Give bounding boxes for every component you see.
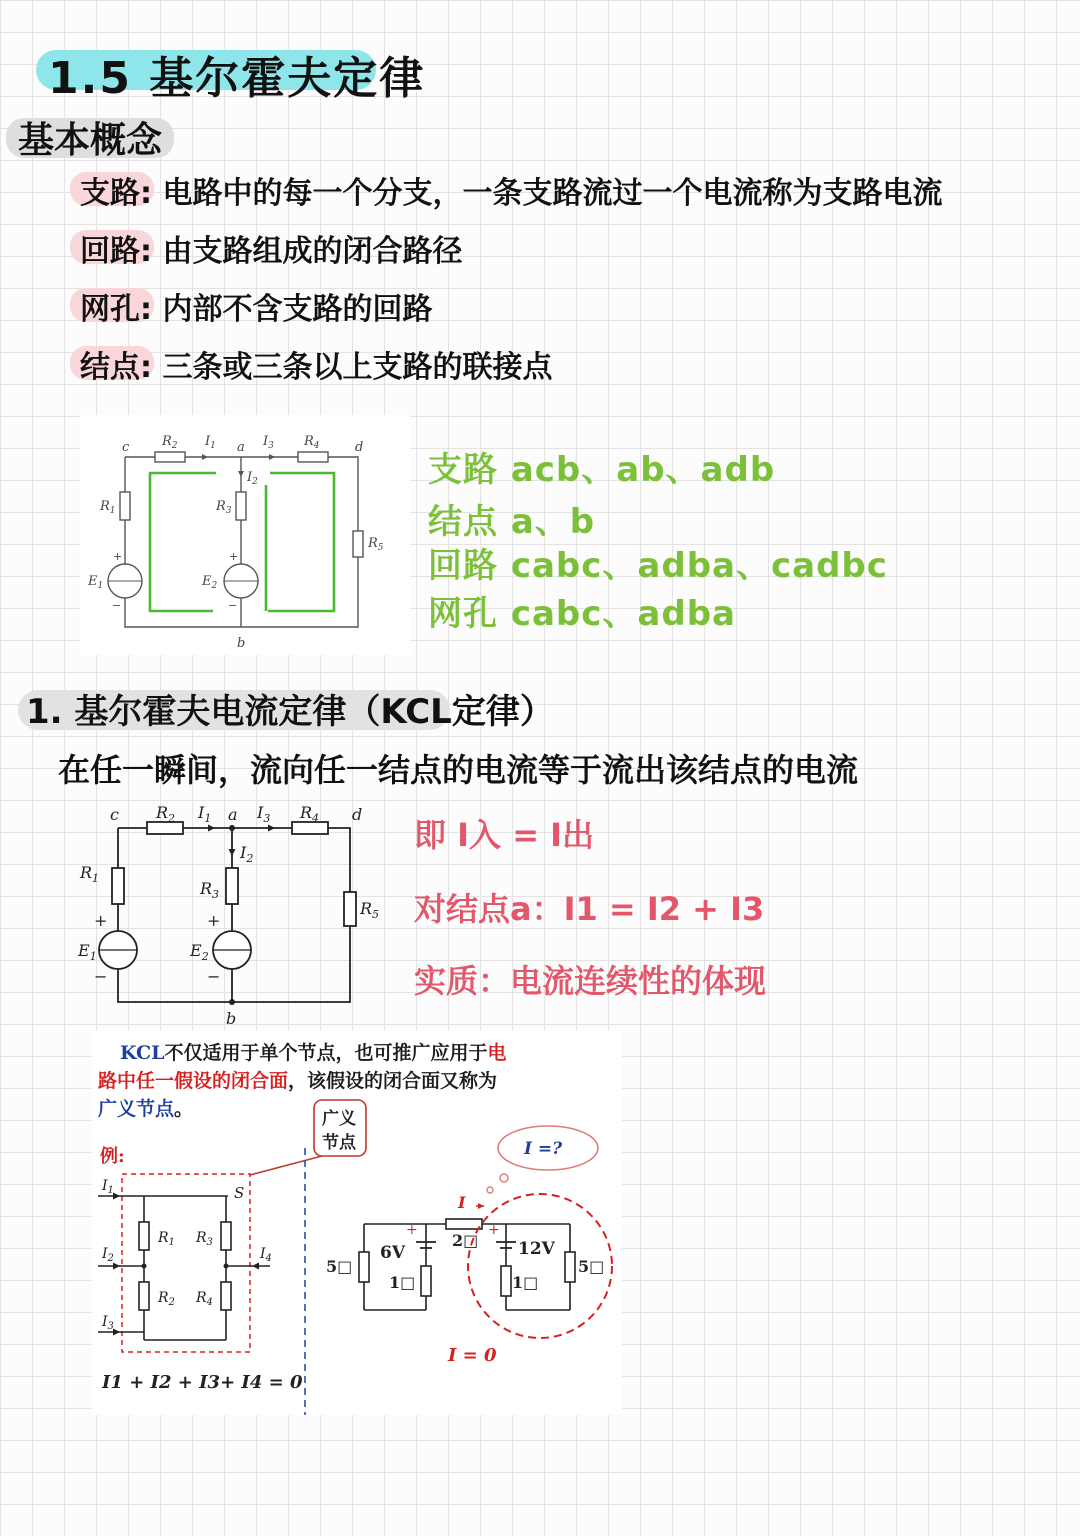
green-note-nodes: 结点 a、b (428, 502, 596, 542)
r4-label: $R_4$ (304, 434, 320, 451)
e1-label: $E_1$ (88, 574, 104, 591)
definition-term: 网孔 (80, 284, 140, 328)
kcl-statement: 在任一瞬间，流向任一结点的电流等于流出该结点的电流 (58, 751, 859, 789)
svg-text:+: + (207, 911, 221, 930)
r5a-label: 5□ (326, 1257, 353, 1276)
i2-label: $I_2$ (102, 1246, 114, 1264)
circuit-diagram-1 (80, 415, 410, 655)
r1-label: $R_1$ (100, 499, 116, 516)
page-title: 1.5 基尔霍夫定律 (48, 53, 426, 104)
svg-text:+: + (406, 1222, 418, 1238)
r1-label: $R_1$ (80, 863, 100, 885)
definition-text: 电路中的每一个分支，一条支路流过一个电流称为支路电流 (162, 176, 943, 211)
r3-label: $R_3$ (216, 499, 232, 516)
kcl-formula: I1 + I2 + I3+ I4 = 0 (102, 1372, 303, 1393)
definition-term: 支路 (80, 168, 140, 212)
panel-line-1: KCL不仅适用于单个节点，也可推广应用于电 (120, 1042, 507, 1064)
v12-label: 12V (518, 1239, 555, 1259)
kcl-heading: 1. 基尔霍夫电流定律（KCL定律） (26, 692, 554, 732)
node-b-label: b (226, 1009, 237, 1026)
r1b-label: 1□ (512, 1273, 539, 1292)
i2-label: $I_2$ (240, 843, 254, 865)
i3-label: $I_3$ (102, 1314, 114, 1332)
node-c-label: c (122, 440, 130, 455)
node-a-label: a (237, 440, 245, 455)
callout-line-2: 节点 (322, 1133, 356, 1153)
v6-label: 6V (380, 1243, 406, 1263)
svg-text:+: + (113, 550, 123, 563)
red-note-node-a: 对结点a：I1 = I2 + I3 (414, 890, 765, 928)
r2-label: $R_2$ (162, 434, 178, 451)
node-d-label: d (352, 805, 363, 824)
i1-label: $I_1$ (198, 803, 212, 825)
cloud-text: I =? (524, 1139, 563, 1159)
green-note-meshes: 网孔 cabc、adba (428, 594, 736, 634)
svg-text:−: − (94, 967, 108, 986)
svg-text:−: − (112, 599, 122, 612)
definition-text: 由支路组成的闭合路径 (162, 234, 463, 269)
surface-s-label: S (234, 1184, 245, 1202)
i4-label: $I_4$ (260, 1246, 272, 1264)
r4-label: $R_4$ (300, 803, 320, 825)
node-a-label: a (228, 805, 238, 824)
r1-label: $R_1$ (158, 1230, 175, 1248)
e1-label: $E_1$ (78, 941, 97, 963)
definition-text: 三条或三条以上支路的联接点 (162, 350, 553, 385)
node-b-label: b (237, 636, 246, 651)
panel-line-3: 广义节点。 (98, 1098, 194, 1120)
definition-term: 回路 (80, 226, 140, 270)
svg-text:−: − (228, 599, 238, 612)
circuit-diagram-2 (70, 798, 390, 1026)
definition-branch: 支路: 电路中的每一个分支，一条支路流过一个电流称为支路电流 (80, 168, 942, 212)
i1-label: $I_1$ (205, 434, 216, 451)
e2-label: $E_2$ (190, 941, 209, 963)
i2-label: $I_2$ (247, 470, 258, 487)
definition-node: 结点: 三条或三条以上支路的联接点 (80, 342, 552, 386)
r1a-label: 1□ (389, 1273, 416, 1292)
i1-label: $I_1$ (102, 1178, 114, 1196)
red-note-essence: 实质：电流连续性的体现 (414, 962, 767, 1000)
i3-label: $I_3$ (263, 434, 274, 451)
r5b-label: 5□ (578, 1257, 605, 1276)
definition-mesh: 网孔: 内部不含支路的回路 (80, 284, 432, 328)
svg-text:+: + (94, 911, 108, 930)
section-subtitle: 基本概念 (18, 120, 163, 161)
callout-line-1: 广义 (322, 1109, 356, 1129)
svg-text:+: + (488, 1222, 500, 1238)
i-top-label: I (458, 1193, 466, 1212)
definition-term: 结点 (80, 342, 140, 386)
r5-label: $R_5$ (368, 536, 384, 553)
r5-label: $R_5$ (360, 899, 380, 921)
svg-text:+: + (229, 550, 239, 563)
red-note-in-out: 即 I入 = I出 (414, 816, 595, 854)
green-note-loops: 回路 cabc、adba、cadbc (428, 546, 888, 586)
example-label: 例: (100, 1146, 125, 1167)
i-zero-label: I = 0 (448, 1345, 497, 1366)
r2-label: 2□ (452, 1231, 479, 1250)
panel-line-2: 路中任一假设的闭合面，该假设的闭合面又称为 (98, 1070, 498, 1092)
generalized-node-panel (92, 1030, 622, 1415)
node-d-label: d (355, 440, 364, 455)
generalized-node-diagram (92, 1030, 622, 1415)
r4-label: $R_4$ (196, 1290, 213, 1308)
r2-label: $R_2$ (156, 803, 176, 825)
green-note-branches: 支路 acb、ab、adb (428, 450, 776, 490)
e2-label: $E_2$ (202, 574, 218, 591)
definition-loop: 回路: 由支路组成的闭合路径 (80, 226, 462, 270)
r3-label: $R_3$ (196, 1230, 213, 1248)
i3-label: $I_3$ (257, 803, 271, 825)
r3-label: $R_3$ (200, 879, 220, 901)
definition-text: 内部不含支路的回路 (162, 292, 433, 327)
svg-text:−: − (207, 967, 221, 986)
node-c-label: c (110, 805, 119, 824)
r2-label: $R_2$ (158, 1290, 175, 1308)
